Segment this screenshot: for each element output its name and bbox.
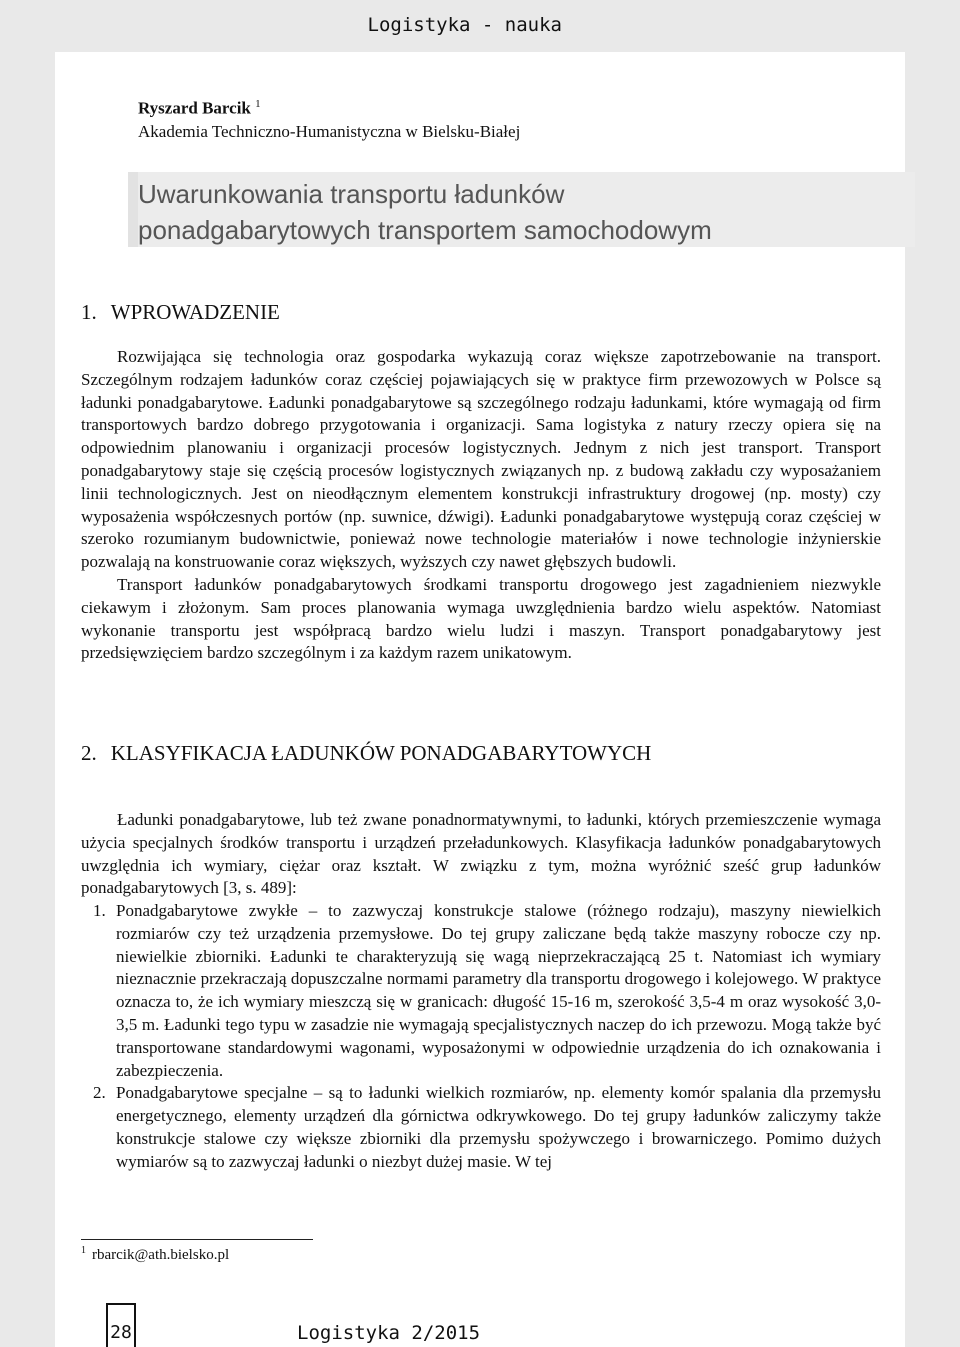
list-item-text: Ponadgabarytowe zwykłe – to zazwyczaj konstrukcje stalowe (różnego rodzaju), maszyny niewielkich rozmiarów czy też urządzenia przemysłowe. Do tej grupy zaliczane będą także maszyny robocze czy np. niewielkie zbiorniki. Ładunki te charakteryzują się wagą nieprzekraczającą 25 t. Natomiast ich wymiary nieznacznie przekraczają dopuszczalne normami parametry dla transportu drogowego i kolejowego. W praktyce oznacza to, że ich wymiary mieszczą się w granicach: długość 15-16 m, szerokość 3,5-4 m oraz wysokość 3,0-3,5 m. Ładunki tego typu w zasadzie nie wymagają specjalistycznych naczep do ich przewozu. Mogą także być transportowane standardowymi wagonami, wyposażonymi w odpowiednie urządzenia do ich oznakowania i zabezpieczenia. (116, 901, 881, 1080)
footer-journal-issue: Logistyka 2/2015 (297, 1322, 481, 1344)
section-1-number: 1. (81, 300, 97, 324)
footnote-email: rbarcik@ath.bielsko.pl (92, 1247, 230, 1263)
section-1-body (81, 346, 881, 665)
section-2-title: KLASYFIKACJA ŁADUNKÓW PONADGABARYTOWYCH (110, 741, 652, 765)
section-1-paragraph-1: Rozwijająca się technologia oraz gospodarka wykazują coraz większe zapotrzebowanie na transport. Szczególnym rodzajem ładunków coraz częściej pojawiających się w praktyce firm przewozowych w Polsce są ładunki ponadgabarytowe. Ładunki ponadgabarytowe są szczególnego rodzaju ładunkami, które wymagają od firm transportowych bardzo dobrego przygotowania i organizacji. Sama logistyka z natury rzeczy opiera się na odpowiednim planowaniu i organizacji procesów logistycznych. Jednym z nich jest transport. Transport ponadgabarytowy staje się częścią procesów logistycznych związanych np. z budową zakładu czy wyposażaniem linii technologicznych. Jest on nieodłącznym elementem konstrukcji infrastruktury drogowej (np. mosty) czy wyposażenia współczesnych portów (np. suwnice, dźwigi). Ładunki ponadgabarytowe występują coraz częściej w szeroko rozumianym budownictwie, ponieważ nowe technologie materiałów i nowe technologie inżynierskie pozwalają na konstruowanie coraz większych, wyższych czy nawet głębszych budowli. (81, 347, 881, 572)
page-number: 28 (110, 1322, 132, 1343)
article-title-line-2: ponadgabarytowych transportem samochodowym (138, 215, 712, 245)
footnote (81, 1245, 229, 1264)
section-2-number: 2. (81, 741, 97, 765)
list-item-text: Ponadgabarytowe specjalne – są to ładunki wielkich rozmiarów, np. elementy komór spalania dla przemysłu energetycznego, elementy urządzeń dla górnictwa odkrywkowego. Do tej grupy ładunków zaliczymy także konstrukcje stalowe czy większe zbiorniki dla przemysłu spożywczego i browarniczego. Pomimo dużych wymiarów są to zazwyczaj ładunki o niezbyt dużej masie. W tej (116, 1083, 881, 1171)
list-item (81, 1082, 881, 1173)
section-1-title: WPROWADZENIE (110, 300, 280, 324)
section-1-heading (81, 300, 280, 325)
author-affiliation: Akademia Techniczno-Humanistyczna w Bielsku-Białej (138, 121, 521, 141)
list-item-number: 1. (93, 901, 106, 920)
article-title-line-1: Uwarunkowania transportu ładunków (138, 179, 565, 209)
list-item (81, 900, 881, 1082)
section-1-paragraph-2: Transport ładunków ponadgabarytowych środkami transportu drogowego jest zagadnieniem niezwykle ciekawym i złożonym. Sam proces planowania wymaga uwzględnienia bardzo wielu aspektów. Natomiast wykonanie transportu jest współpracą bardzo wielu ludzi i maszyn. Transport ponadgabarytowy jest przedsięwzięciem bardzo szczególnym i za każdym razem unikatowym. (81, 574, 881, 663)
article-page (55, 52, 905, 1347)
footnote-mark: 1 (81, 1245, 86, 1256)
author-block (138, 93, 520, 143)
group-list (81, 900, 881, 1174)
list-item-number: 2. (93, 1083, 106, 1103)
section-2-intro-paragraph: Ładunki ponadgabarytowe, lub też zwane ponadnormatywnymi, to ładunki, których przemieszczenie wymaga użycia specjalnych środków transportu i urządzeń przeładunkowych. Klasyfikacja ładunków ponadgabarytowych uwzględnia ich wymiary, ciężar oraz kształt. W związku z tym, można wyróżnić sześć grup ładunków ponadgabarytowych [3, s. 489]: (81, 810, 881, 898)
journal-header: Logistyka - nauka (367, 14, 562, 36)
author-name: Ryszard Barcik $^1$ (138, 98, 261, 118)
article-title (138, 172, 915, 248)
section-2-heading (81, 741, 651, 766)
article-title-block (128, 172, 915, 247)
footnote-divider (81, 1239, 313, 1240)
author-footnote-mark: 1 (255, 98, 261, 110)
section-2-intro (81, 809, 881, 900)
